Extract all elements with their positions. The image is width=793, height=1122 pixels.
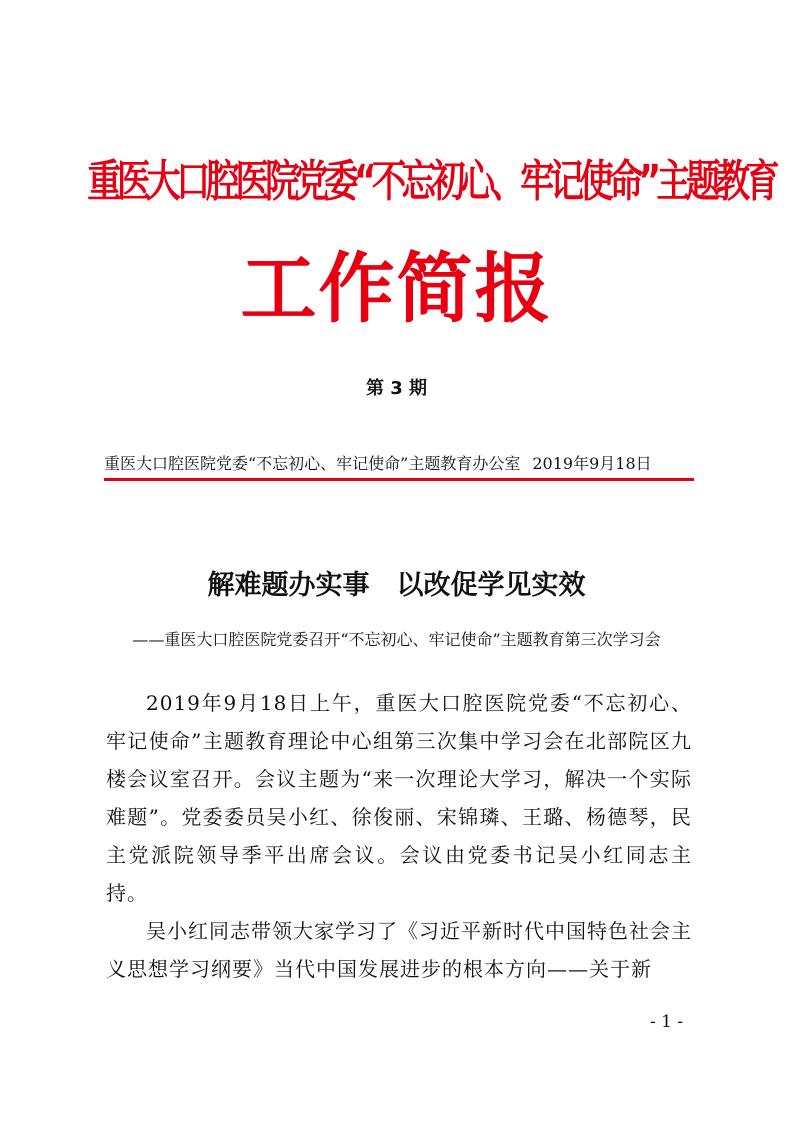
article-subtitle: ——重医大口腔医院党委召开“不忘初心、牢记使命”主题教育第三次学习会 xyxy=(132,630,661,649)
issuer-office: 重医大口腔医院党委“不忘初心、牢记使命”主题教育办公室 xyxy=(104,454,521,473)
issue-number: 第 3 期 xyxy=(365,378,428,399)
masthead-title-line2: 工作简报 xyxy=(240,244,553,333)
article-body xyxy=(106,684,692,988)
red-divider-rule xyxy=(104,478,694,481)
body-paragraph: 2019年9月18日上午，重医大口腔医院党委“不忘初心、牢记使命”主题教育理论中心组第三次集中学习会在北部院区九楼会议室召开。会议主题为“来一次理论大学习，解决一个实际难题”。党委委员吴小红、徐俊丽、宋锦璘、王璐、杨德琴，民主党派院领导季平出席会议。会议由党委书记吴小红同志主持。 xyxy=(106,691,692,905)
masthead-title-line1: 重医大口腔医院党委“不忘初心、牢记使命”主题教育 xyxy=(87,156,776,207)
page-number: - 1 - xyxy=(650,1012,684,1032)
article-title: 解难题办实事 以改促学见实效 xyxy=(207,570,586,601)
issue-date: 2019年9月18日 xyxy=(532,454,652,473)
body-paragraph: 吴小红同志带领大家学习了《习近平新时代中国特色社会主义思想学习纲要》当代中国发展进步的根本方向——关于新 xyxy=(106,919,692,981)
issuer-line xyxy=(104,450,694,478)
